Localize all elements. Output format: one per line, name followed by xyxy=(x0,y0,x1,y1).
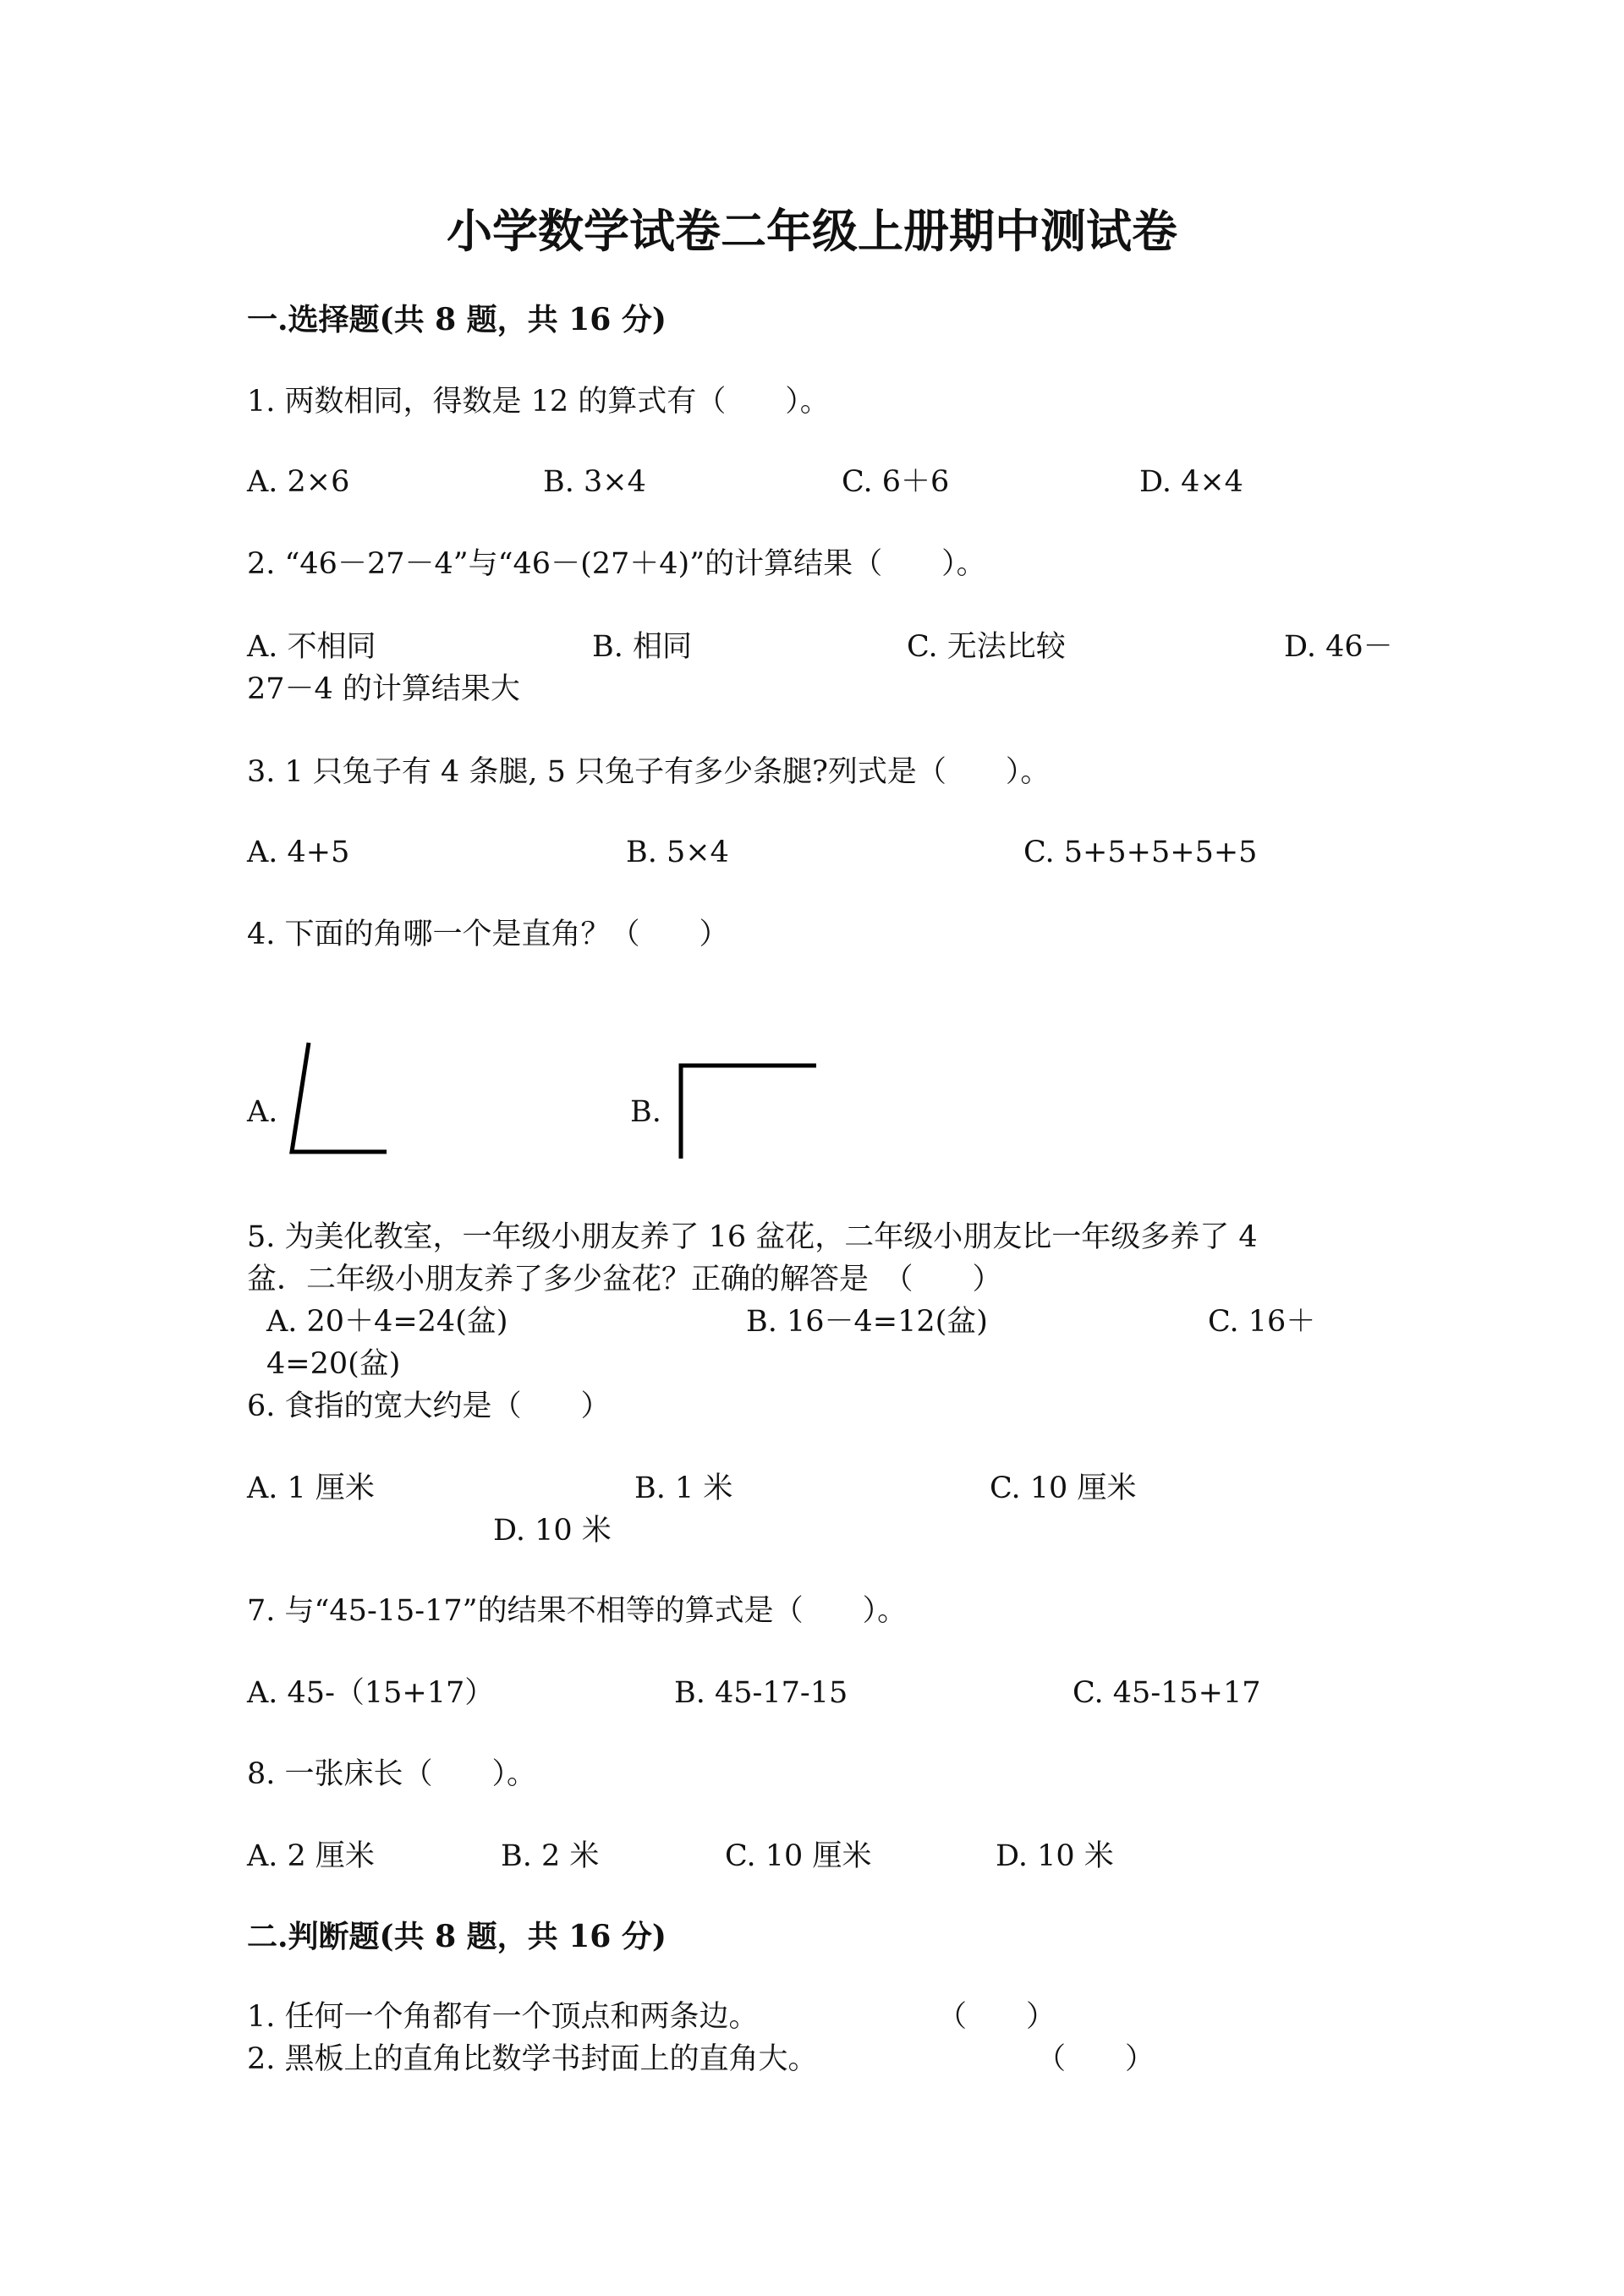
q8-option-d: D. 10 米 xyxy=(996,1839,1114,1873)
q6-option-d: D. 10 米 xyxy=(493,1514,612,1548)
q1-stem: 1. 两数相同，得数是 12 的算式有（ ）。 xyxy=(247,385,830,419)
q3-stem: 3. 1 只兔子有 4 条腿, 5 只兔子有多少条腿?列式是（ ）。 xyxy=(247,755,1051,789)
q7-stem: 7. 与“45-15-17”的结果不相等的算式是（ ）。 xyxy=(247,1594,908,1628)
judge-item-2-blank: （ ） xyxy=(1036,2042,1155,2076)
acute-angle-figure xyxy=(283,1036,393,1159)
q3-option-b: B. 5×4 xyxy=(626,836,729,869)
q2-stem: 2. “46－27－4”与“46－(27＋4)”的计算结果（ ）。 xyxy=(247,547,986,581)
q1-option-a: A. 2×6 xyxy=(247,465,350,499)
q8-stem: 8. 一张床长（ ）。 xyxy=(247,1757,537,1791)
q5-option-c: C. 16＋ xyxy=(1208,1305,1316,1339)
q2-option-b: B. 相同 xyxy=(592,630,692,664)
exam-title: 小学数学试卷二年级上册期中测试卷 xyxy=(447,204,1177,258)
q7-option-b: B. 45-17-15 xyxy=(674,1676,848,1710)
q8-option-c: C. 10 厘米 xyxy=(725,1839,872,1873)
q2-option-d-wrap: 27－4 的计算结果大 xyxy=(247,672,520,706)
q5-stem-line1: 5. 为美化教室，一年级小朋友养了 16 盆花，二年级小朋友比一年级多养了 4 xyxy=(247,1220,1258,1254)
q1-option-d: D. 4×4 xyxy=(1139,465,1243,499)
q6-option-a: A. 1 厘米 xyxy=(247,1471,375,1505)
q4-stem: 4. 下面的角哪一个是直角？（ ） xyxy=(247,918,729,951)
q2-option-d: D. 46－ xyxy=(1284,630,1393,664)
q8-option-a: A. 2 厘米 xyxy=(247,1839,375,1873)
judge-item-2: 2. 黑板上的直角比数学书封面上的直角大。 xyxy=(247,2042,818,2076)
q2-option-c: C. 无法比较 xyxy=(907,630,1066,664)
q3-option-a: A. 4+5 xyxy=(247,836,350,869)
q5-stem-line2: 盆．二年级小朋友养了多少盆花？正确的解答是 （ ） xyxy=(247,1263,1002,1296)
q6-option-c: C. 10 厘米 xyxy=(990,1471,1137,1505)
q5-option-b: B. 16－4=12(盆) xyxy=(746,1305,988,1339)
q6-stem: 6. 食指的宽大约是（ ） xyxy=(247,1389,611,1423)
q3-option-c: C. 5+5+5+5+5 xyxy=(1023,836,1258,869)
section-1-heading: 一.选择题(共 8 题，共 16 分) xyxy=(247,302,667,337)
q1-option-b: B. 3×4 xyxy=(543,465,646,499)
q5-option-a: A. 20＋4=24(盆) xyxy=(266,1305,508,1339)
q4-option-b-label: B. xyxy=(630,1095,661,1129)
q1-option-c: C. 6＋6 xyxy=(842,465,950,499)
q5-option-c-wrap: 4=20(盆) xyxy=(266,1347,401,1381)
judge-item-1-blank: （ ） xyxy=(937,2000,1056,2034)
q8-option-b: B. 2 米 xyxy=(501,1839,600,1873)
judge-item-1: 1. 任何一个角都有一个顶点和两条边。 xyxy=(247,2000,759,2034)
q6-option-b: B. 1 米 xyxy=(634,1471,733,1505)
q4-option-a-label: A. xyxy=(247,1095,278,1129)
right-angle-figure xyxy=(672,1057,820,1163)
q7-option-c: C. 45-15+17 xyxy=(1073,1676,1261,1710)
q7-option-a: A. 45-（15+17） xyxy=(247,1676,495,1710)
q2-option-a: A. 不相同 xyxy=(247,630,376,664)
section-2-heading: 二.判断题(共 8 题，共 16 分) xyxy=(247,1919,667,1954)
